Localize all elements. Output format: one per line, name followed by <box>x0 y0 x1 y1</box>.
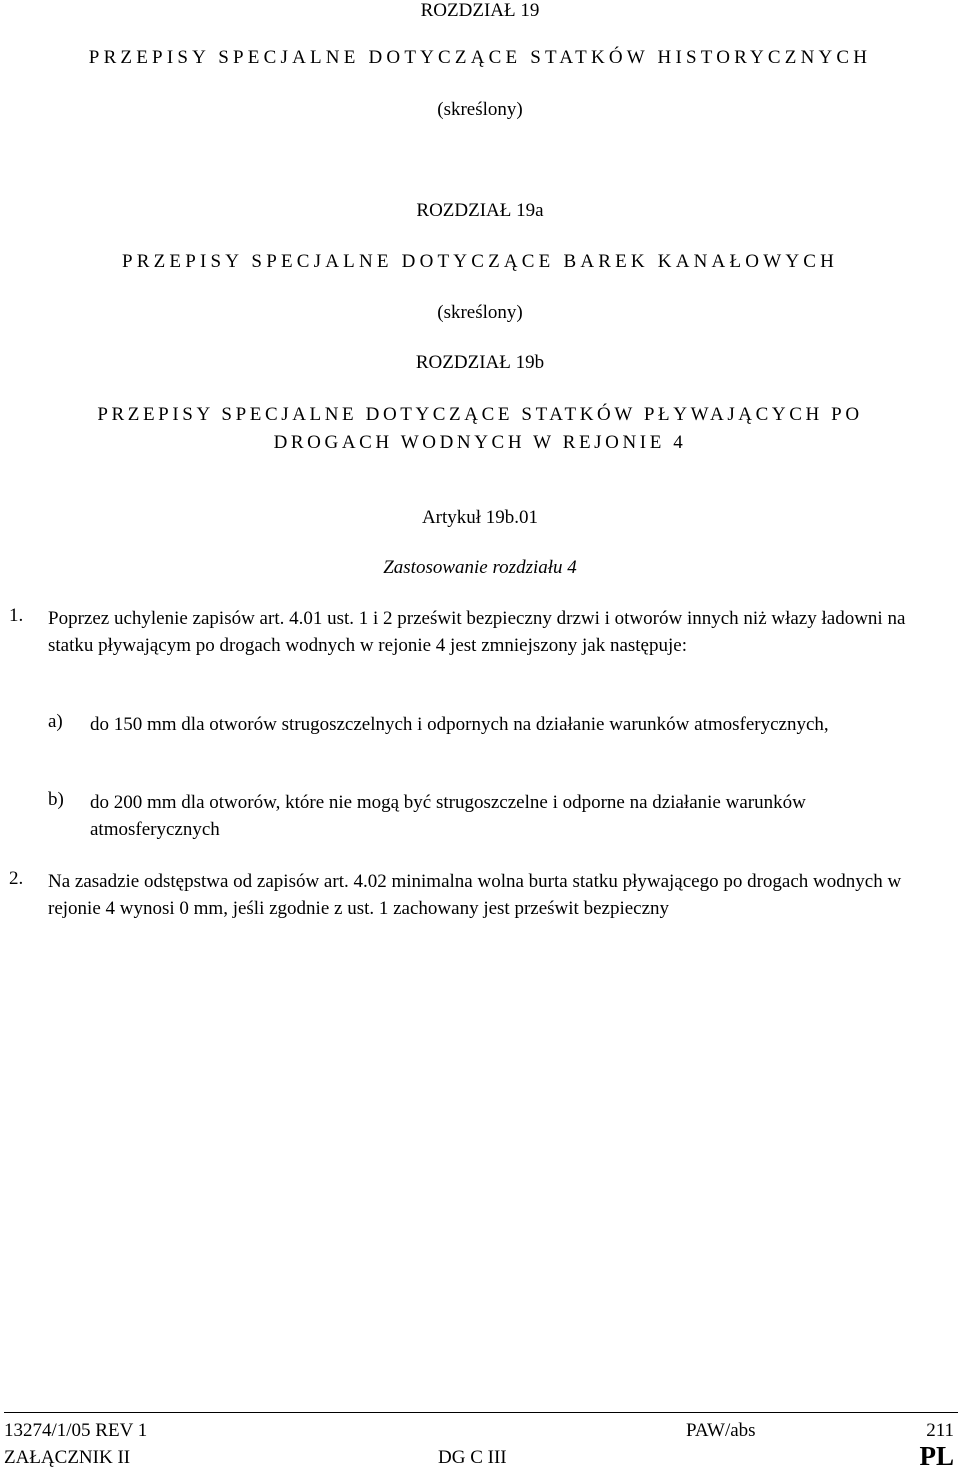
item-a-text: do 150 mm dla otworów strugoszczelnych i odpornych na działanie warunków atmosferycznych, <box>90 714 829 735</box>
chapter-19a-title: ROZDZIAŁ 19a <box>416 200 544 221</box>
footer-page-number: 211 <box>926 1420 954 1441</box>
para-1-number: 1. <box>9 605 24 626</box>
item-b-text: do 200 mm dla otworów, które nie mogą być strugoszczelne i odporne na działanie warunków atmosferycznych <box>90 792 806 840</box>
chapter-19-status: (skreślony) <box>437 99 523 120</box>
chapter-19-title: ROZDZIAŁ 19 <box>420 0 540 21</box>
para-2-number: 2. <box>9 868 24 889</box>
chapter-19a-subtitle: PRZEPISY SPECJALNE DOTYCZĄCE BAREK KANAŁOWYCH <box>121 251 839 272</box>
footer-rule <box>4 1412 958 1413</box>
article-title: Zastosowanie rozdziału 4 <box>383 557 577 578</box>
footer-annex: ZAŁĄCZNIK II <box>4 1447 131 1468</box>
item-a-label: a) <box>48 711 63 732</box>
chapter-19b-subtitle-line1: PRZEPISY SPECJALNE DOTYCZĄCE STATKÓW PŁYWAJĄCYCH PO <box>97 404 863 425</box>
item-b-label: b) <box>48 789 64 810</box>
chapter-19b-subtitle-line2: DROGACH WODNYCH W REJONIE 4 <box>273 432 687 453</box>
footer-author: PAW/abs <box>686 1420 756 1441</box>
footer-dg: DG C III <box>438 1447 507 1468</box>
chapter-19-subtitle: PRZEPISY SPECJALNE DOTYCZĄCE STATKÓW HISTORYCZNYCH <box>88 47 872 68</box>
chapter-19b-title: ROZDZIAŁ 19b <box>415 352 545 373</box>
para-1-text: Poprzez uchylenie zapisów art. 4.01 ust. 1 i 2 prześwit bezpieczny drzwi i otworów innych niż włazy ładowni na statku pływającym po drogach wodnych w rejonie 4 jest zmniejszony jak następuje: <box>48 608 906 656</box>
article-heading: Artykuł 19b.01 <box>421 507 539 528</box>
footer-doc-ref: 13274/1/05 REV 1 <box>4 1420 148 1441</box>
footer-language-code: PL <box>919 1441 954 1471</box>
chapter-19a-status: (skreślony) <box>437 302 523 323</box>
para-2-text: Na zasadzie odstępstwa od zapisów art. 4.02 minimalna wolna burta statku pływającego po drogach wodnych w rejonie 4 wynosi 0 mm, jeśli zgodnie z ust. 1 zachowany jest prześwit bezpieczny <box>48 871 902 919</box>
